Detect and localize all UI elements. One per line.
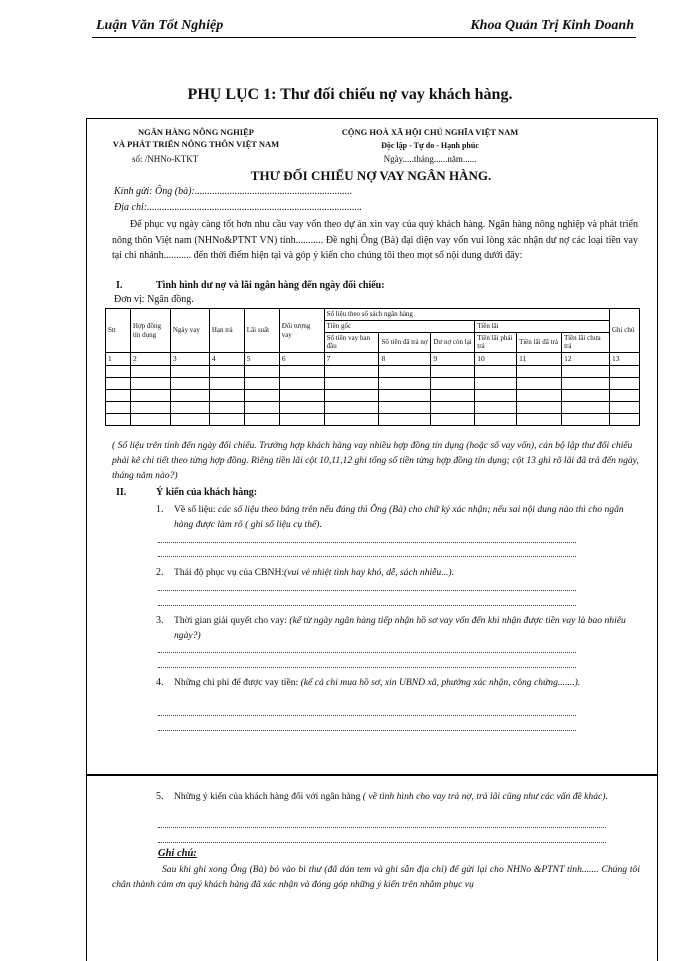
column-number-8: 8 [379,353,431,366]
column-number-12: 12 [562,353,610,366]
col-due: Hạn trả [209,309,244,353]
col-contract: Hợp đồng tín dụng [130,309,170,353]
col-outstanding: Dư nợ còn lại [431,332,475,353]
answer-line[interactable] [158,556,576,557]
col-rate: Lãi suất [244,309,279,353]
col-loan-date: Ngày vay [170,309,209,353]
item5-lead: Những ý kiến của khách hàng đối với ngân hàng [174,791,361,802]
answer-line[interactable] [158,590,576,591]
item3-text [174,613,636,643]
item1-text [174,502,636,532]
unit-label: Đơn vị: Ngân đồng. [114,294,194,305]
item2-lead: Thái độ phục vụ của CBNH: [174,567,285,578]
column-number-5: 5 [244,353,279,366]
column-number-4: 4 [209,353,244,366]
empty-row [106,414,640,426]
answer-line[interactable] [158,652,576,653]
section1-number: I. [116,280,123,291]
answer-line[interactable] [158,730,576,731]
state-line1: CỘNG HOÀ XÃ HỘI CHỦ NGHĨA VIỆT NAM [341,127,519,137]
appendix-title: PHỤ LỤC 1: Thư đối chiếu nợ vay khách hàng. [187,86,513,103]
item4-text [174,675,636,690]
item2-body: (vui vẻ nhiệt tình hay khó, dễ, sách nhiễu...). [284,567,455,578]
column-number-11: 11 [517,353,562,366]
item4-number: 4. [156,677,164,688]
org-line2: VÀ PHÁT TRIỂN NÔNG THÔN VIỆT NAM [112,139,280,149]
answer-line[interactable] [158,542,576,543]
item5-text [174,789,636,804]
column-number-13: 13 [609,353,639,366]
answer-line[interactable] [158,605,576,606]
column-number-7: 7 [324,353,379,366]
item4-lead: Những chi phí để được vay tiền: [174,677,299,688]
column-number-3: 3 [170,353,209,366]
answer-line[interactable] [158,827,606,828]
header-left: Luận Văn Tốt Nghiệp [96,18,224,33]
column-number-1: 1 [106,353,131,366]
group-principal: Tiền gốc [324,320,475,332]
col-paid-amount: Số tiền đã trả nợ [379,332,431,353]
address-line: Địa chỉ:...................................................................................... [114,202,363,213]
section2-number: II. [116,487,127,498]
column-number-2: 2 [130,353,170,366]
col-stt: Stt [106,309,131,353]
table-footnote: ( Số liệu trên tính đến ngày đối chiếu. Trường hợp khách hàng vay nhiều hợp đồng tín dụng (hoặc số vay vốn), cán bộ lập thư đối chiếu phải kê chi tiết theo từng hợp đồng. Riêng tiền lãi cột 10,11,12 ghi tổng số tiền từng hợp đồng tín dụng; cột 13 ghi rõ lãi đã trả đến ngày, tháng năm nào?) [112,440,639,481]
state-line2: Độc lập - Tự do - Hạnh phúc [381,141,479,150]
col-interest-unpaid: Tiền lãi chưa trả [562,332,610,353]
column-number-10: 10 [475,353,517,366]
header-right: Khoa Quản Trị Kinh Doanh [470,18,634,33]
column-number-6: 6 [279,353,324,366]
notes-body: Sau khi ghi xong Ông (Bà) bỏ vào bì thư (đã dán tem và ghi sẵn địa chỉ) để gửi lại cho NHNo &PTNT tỉnh....... Chúng tôi chân thành cám ơn quý khách hàng đã xác nhận và đóng góp những ý kiến trên nhằm phục vụ [112,864,640,890]
running-header [0,0,700,40]
notes-label: Ghi chú: [158,848,197,859]
col-interest-paid: Tiền lãi đã trả [517,332,562,353]
doc-ref: số: /NHNo-KTKT [132,154,199,164]
section1-title: Tình hình dư nợ và lãi ngân hàng đến ngày đối chiếu: [156,280,385,291]
column-number-9: 9 [431,353,475,366]
item4-body: (kể cả chi mua hồ sơ, xin UBND xã, phường xác nhận, công chứng.......). [298,677,581,688]
col-object: Đối tượng vay [279,309,324,353]
group-bank-books: Số liệu theo sổ sách ngân hàng [324,309,609,321]
col-original-amount: Số tiền vay ban đầu [324,332,379,353]
item5-body: ( về tình hình cho vay trả nợ, trả lãi cũng như các vấn đề khác). [360,791,608,802]
col-interest-payable: Tiền lãi phải trả [475,332,517,353]
item5-number: 5. [156,791,164,802]
answer-line[interactable] [158,667,576,668]
answer-line[interactable] [158,715,576,716]
empty-row [106,390,640,402]
empty-row [106,402,640,414]
empty-row [106,378,640,390]
item1-number: 1. [156,504,164,515]
empty-row [106,366,640,378]
header-rule [92,37,636,38]
intro-paragraph: Để phục vụ ngày càng tốt hơn nhu cầu vay vốn theo dự án xin vay của quý khách hàng. Ngân hàng nông nghiệp và phát triển nông thôn Việt nam (NHNo&PTNT VN) tỉnh........... Đề nghị Ông (Bà) đại diện vay vốn vui lòng xác nhận dư nợ các loại tiền vay tại chi nhánh........... đến thời điểm hiện tại và góp ý kiến cho chúng tôi theo mọt số nội dung dưới đây: [112,219,638,261]
item1-body: các số liệu theo bảng trên nếu đúng thì Ông (Bà) cho chữ ký xác nhận; nếu sai nội dung nào thì cho ngân hàng được làm rõ ( ghi số liệu cụ thể). [174,504,624,530]
item2-number: 2. [156,567,164,578]
org-line1: NGÂN HÀNG NÔNG NGHIỆP [138,127,254,137]
col-note: Ghi chú [609,309,639,353]
column-number-row [106,353,640,366]
group-interest: Tiền lãi [475,320,610,332]
doc-date: Ngày.....tháng......năm...... [383,154,477,164]
form-title: THƯ ĐỐI CHIẾU NỢ VAY NGÂN HÀNG. [250,168,492,183]
item3-body: (kể từ ngày ngân hàng tiếp nhận hồ sơ vay vốn đến khi nhận được tiền vay là bao nhiêu ngày?) [174,615,626,641]
section2-title: Ý kiến của khách hàng: [156,487,258,498]
addressee-line: Kính gửi: Ông (bà):............................................................... [114,186,353,197]
answer-line[interactable] [158,842,606,843]
debt-reconciliation-table [105,308,640,426]
item2-text [174,565,636,580]
item3-lead: Thời gian giải quyết cho vay: [174,615,287,626]
item3-number: 3. [156,615,164,626]
item1-lead: Về số liệu: [174,504,216,515]
